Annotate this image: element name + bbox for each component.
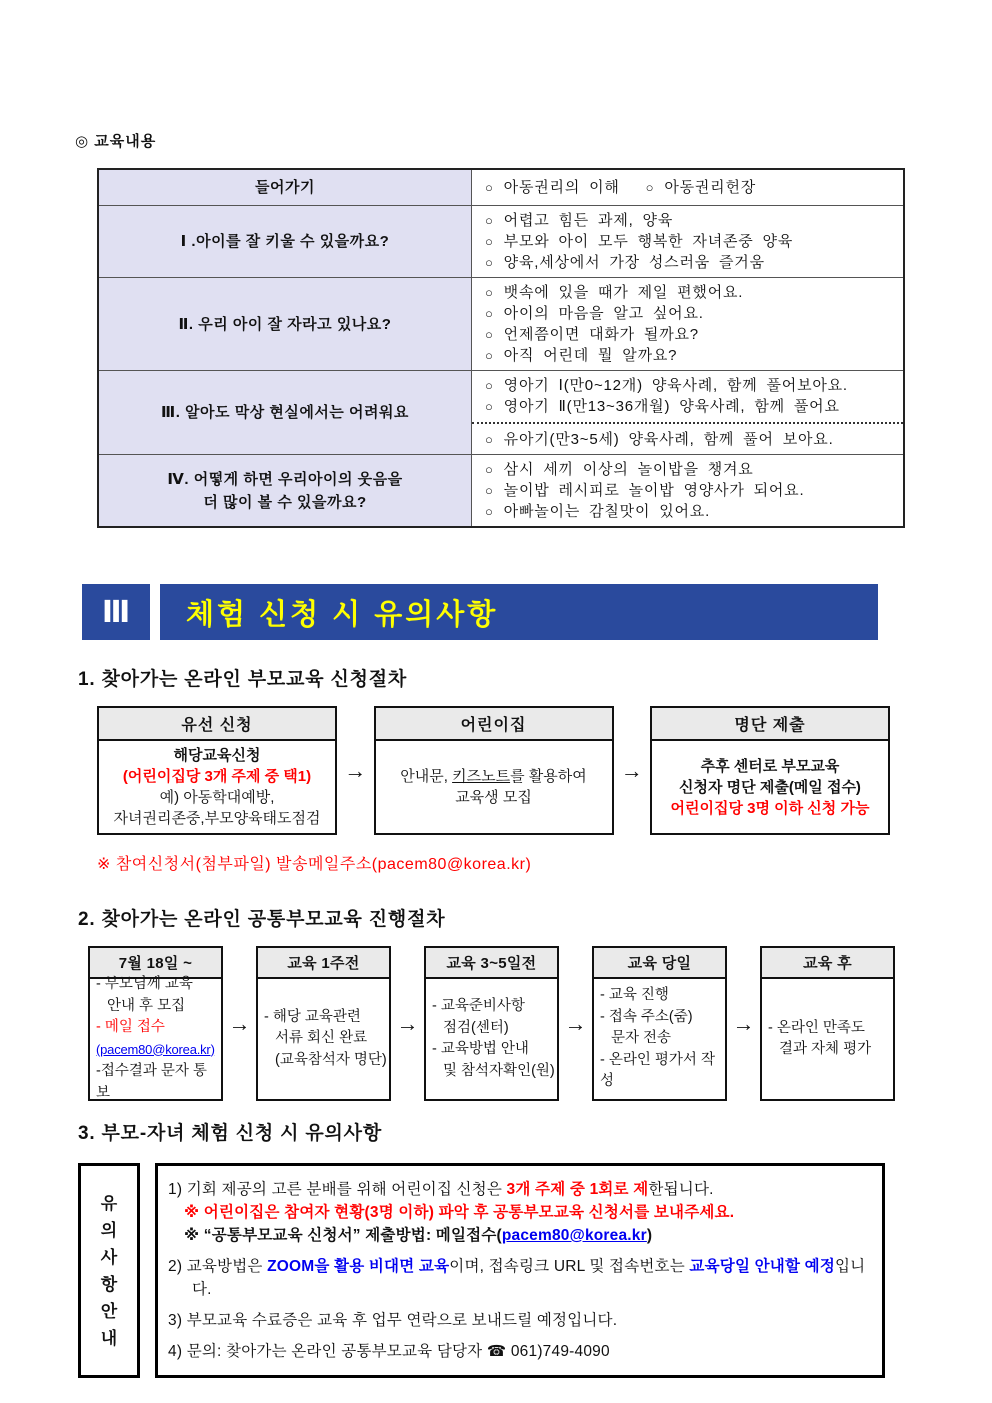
progress-flow-box [424,946,559,1101]
text-run: - 접속 주소(줌) [600,1008,693,1025]
progress-flow-box-header: 교육 후 [762,948,893,979]
application-email-note: ※ 참여신청서(첨부파일) 발송메일주소(pacem80@korea.kr) [97,856,532,873]
application-flow-box-body [652,741,888,833]
table-row [98,169,904,206]
flow-box-line [96,974,219,996]
progress-flow-box-body [90,976,221,1101]
content-item-text: 아동권리헌장 [664,179,757,196]
circle-bullet-icon: ○ [485,285,494,300]
text-run: 1) 기회 제공의 고른 분배를 위해 어린이집 신청은 [168,1181,507,1198]
content-item [485,252,895,273]
notice-box [78,1163,992,1378]
flow-box-line [264,1050,387,1072]
notice-side-char: 항 [100,1274,118,1294]
notice-side-char: 의 [100,1220,118,1240]
circle-bullet-icon: ○ [485,378,494,393]
notice-side-char: 내 [100,1328,118,1348]
application-flow-box-header: 어린이집 [376,708,612,741]
table-row [98,371,904,455]
progress-flow-box [592,946,727,1101]
flow-box-line [432,996,555,1018]
progress-flow-box-header: 교육 당일 [594,948,725,979]
flow-box-line [432,1039,555,1061]
flow-box-line [101,787,333,808]
application-flow-box-header: 유선 신청 [99,708,335,741]
application-flow-box-body [376,741,612,833]
content-item-text: 유아기(만3~5세) 양육사례, 함께 풀어 보아요. [503,431,834,448]
subsection-1-heading: 1. 찾아가는 온라인 부모교육 신청절차 [78,669,408,690]
flow-arrow-icon: → [564,1010,587,1036]
topic-label: Ⅲ. 알아도 막상 현실에서는 어려워요 [161,404,409,421]
content-item [485,231,895,252]
text-run: 입니다. [192,1258,866,1298]
text-run: 이며, 접속링크 URL 및 접속번호는 [449,1258,690,1275]
text-run: 및 참석자확인(원) [443,1062,555,1079]
flow-box-line [378,766,610,787]
text-run: - 온라인 만족도 [768,1019,865,1036]
text-run: 점검(센터) [443,1019,509,1036]
text-run: 서류 회신 완료 [275,1030,368,1047]
content-item [485,480,895,501]
content-item-text: 어렵고 힘든 과제, 양육 [503,212,674,229]
circle-bullet-icon: ○ [645,180,655,195]
content-item-text: 아직 어린데 뭘 알까요? [503,347,678,364]
text-run: ) [646,1227,653,1244]
table-row [98,278,904,371]
progress-flow-box [760,946,895,1101]
content-item-text: 뱃속에 있을 때가 제일 편했어요. [503,284,744,301]
content-item-text: 부모와 아이 모두 행복한 자녀존중 양육 [503,233,794,250]
section-numeral-box: Ⅲ [82,584,150,640]
content-item [485,303,895,324]
notice-item [184,1201,870,1224]
content-item-text: 언제쯤이면 대화가 될까요? [503,326,699,343]
text-run: 를 활용하여 [510,768,587,785]
flow-box-line [432,1061,555,1083]
flow-arrow-icon: → [396,1010,419,1036]
content-item-text: 아이의 마음을 알고 싶어요. [503,305,704,322]
topic-label: Ⅰ .아이를 잘 키울 수 있을까요? [180,233,390,250]
flow-box-line [96,1017,219,1039]
text-run: ※ 어린이집은 참여자 현황(3명 이하) 파악 후 공통부모교육 신청서를 보내주세요. [184,1204,735,1221]
circle-bullet-icon: ○ [485,234,494,249]
flow-box-line [101,808,333,829]
notice-side-char: 사 [100,1247,118,1267]
text-run: - 교육 진행 [600,987,669,1004]
flow-box-line [654,798,886,819]
topic-label: 더 많이 볼 수 있을까요? [203,493,367,511]
flow-box-line [264,1028,387,1050]
notice-item [168,1340,870,1363]
circle-bullet-icon: ○ [485,483,494,498]
content-cell [472,371,905,455]
text-run: 예) 아동학대예방, [159,789,275,806]
text-run: - 해당 교육관련 [264,1008,361,1025]
content-cell [472,278,905,371]
progress-flow-box-header: 7월 18일 ~ [90,948,221,979]
subsection-3-heading: 3. 부모-자녀 체험 신청 시 유의사항 [78,1123,382,1144]
education-content-label: ◎ 교육내용 [75,133,157,150]
flow-box-line [768,1039,891,1061]
topic-cell [98,278,472,371]
flow-box-line [768,1018,891,1040]
text-run: - 온라인 평가서 작성 [600,1051,715,1090]
flow-box-line [654,756,886,777]
content-item-text: 삼시 세끼 이상의 놀이밥을 챙겨요 [503,461,754,478]
flow-box-line [600,1007,723,1029]
content-item-text: 아빠놀이는 감칠맛이 있어요. [503,503,711,520]
text-run: 3) 부모교육 수료증은 교육 후 업무 연락으로 보내드릴 예정입니다. [168,1312,618,1329]
topic-cell [98,455,472,528]
flow-box-line [264,1007,387,1029]
progress-flow-box-header: 교육 3~5일전 [426,948,557,979]
content-item [485,396,895,417]
table-row [98,206,904,278]
progress-procedure-flow [88,946,895,1101]
text-run: -접수결과 문자 통보 [96,1063,207,1101]
content-inline-row [485,177,895,198]
flow-box-line [378,787,610,808]
text-run: 해당교육신청 [173,747,261,764]
circle-bullet-icon: ○ [485,306,494,321]
text-run: - 교육방법 안내 [432,1041,529,1057]
flow-box-line [96,1039,219,1062]
flow-box-line [96,1061,219,1104]
email-link[interactable]: pacem80@korea.kr [501,1227,647,1244]
section-header [82,584,992,640]
content-cell [472,206,905,278]
content-item-text: 영아기 Ⅰ(만0~12개) 양육사례, 함께 풀어보아요. [503,377,848,394]
text-run: 교육당일 안내할 예정 [689,1258,835,1275]
notice-item [168,1309,870,1332]
circle-bullet-icon: ○ [485,399,494,414]
progress-flow-box-body [762,979,893,1099]
text-run: - 부모님께 교육 [96,976,193,992]
content-item-text: 아동권리의 이해 [503,179,620,196]
section-title: 체험 신청 시 유의사항 [186,598,499,631]
text-run: 자녀권리존중,부모양육태도점검 [113,810,321,827]
flow-box-line [96,996,219,1018]
text-run: (어린이집당 3개 주제 중 택1) [122,768,312,785]
education-content-table [97,168,905,528]
circle-bullet-icon: ○ [485,504,494,519]
progress-flow-box [256,946,391,1101]
flow-box-line [600,985,723,1007]
text-run: - 교육준비사항 [432,998,525,1014]
circle-bullet-icon: ○ [485,432,494,447]
text-run: 교육생 모집 [455,789,532,806]
content-item-text: 놀이밥 레시피로 놀이밥 영양사가 되어요. [503,482,805,499]
flow-arrow-icon: → [620,757,643,783]
dotted-divider [472,422,903,424]
content-item-text: 양육,세상에서 가장 성스러움 즐거움 [503,254,765,271]
content-item [485,324,895,345]
flow-box-line [101,745,333,766]
text-run: 안내문, [400,768,453,785]
content-item [485,501,895,522]
text-run: 신청자 명단 제출(메일 접수) [679,778,861,796]
text-run: 안내 후 모집 [107,997,186,1014]
flow-box-line [654,777,886,798]
application-flow-box-header: 명단 제출 [652,708,888,741]
application-procedure-flow [97,706,890,835]
flow-box-line [600,1028,723,1050]
content-item [485,210,895,231]
circle-bullet-icon: ○ [485,213,494,228]
text-run: 4) 문의: 찾아가는 온라인 공통부모교육 담당자 ☎ 061)749-4090 [168,1343,610,1360]
flow-arrow-icon: → [344,757,367,783]
flow-box-line [432,1018,555,1040]
text-run: (교육참석자 명단) [275,1051,387,1068]
notice-side-char: 안 [100,1301,118,1321]
content-cell [472,169,905,206]
notice-item [168,1255,870,1301]
text-run: 2) 교육방법은 [168,1258,268,1275]
content-item [485,345,895,366]
text-run: 키즈노트 [452,768,511,785]
content-item [485,282,895,303]
topic-label: Ⅱ. 우리 아이 잘 자라고 있나요? [178,315,392,333]
application-flow-box [374,706,614,835]
content-item [485,429,895,450]
content-item [646,177,756,198]
flow-arrow-icon: → [228,1010,251,1036]
content-item [485,375,895,396]
circle-bullet-icon: ○ [485,462,494,477]
application-flow-box-body [99,741,335,833]
content-item [485,459,895,480]
progress-flow-box-body [258,979,389,1099]
circle-bullet-icon: ○ [485,180,494,195]
text-run: 결과 자체 평가 [779,1041,872,1057]
application-flow-box [97,706,337,835]
notice-content [155,1163,885,1378]
notice-side-char: 유 [100,1193,118,1213]
text-run: 추후 센터로 부모교육 [700,757,840,775]
topic-cell [98,206,472,278]
text-run: 어린이집당 3명 이하 신청 가능 [670,799,870,817]
section-title-bar [160,584,878,640]
circle-bullet-icon: ○ [485,348,494,363]
table-row [98,455,904,528]
subsection-2-heading: 2. 찾아가는 온라인 공통부모교육 진행절차 [78,909,446,930]
circle-bullet-icon: ○ [485,327,494,342]
notice-item [168,1178,870,1201]
email-link[interactable]: (pacem80@korea.kr) [96,1041,215,1057]
application-flow-box [650,706,890,835]
text-run: ※ “공통부모교육 신청서” 제출방법: 메일접수( [184,1227,502,1244]
content-cell [472,455,905,528]
text-run: 한됩니다. [648,1181,714,1198]
flow-arrow-icon: → [732,1010,755,1036]
topic-cell [98,371,472,455]
topic-label: 들어가기 [255,179,315,196]
flow-box-line [101,766,333,787]
notice-item [184,1224,870,1247]
notice-side-label [78,1163,140,1378]
text-run: - 메일 접수 [96,1019,165,1035]
flow-box-line [600,1050,723,1093]
topic-label: Ⅳ. 어떻게 하면 우리아이의 웃음을 [167,470,403,488]
circle-bullet-icon: ○ [485,255,494,270]
text-run: 3개 주제 중 1회로 제 [506,1181,649,1198]
progress-flow-box-body [426,979,557,1099]
topic-cell [98,169,472,206]
text-run: 문자 전송 [611,1030,672,1047]
content-item [485,177,620,198]
text-run: ZOOM을 활용 비대면 교육 [267,1258,450,1275]
content-item-text: 영아기 Ⅱ(만13~36개월) 양육사례, 함께 풀어요 [503,398,840,415]
progress-flow-box [88,946,223,1101]
progress-flow-box-body [594,979,725,1099]
progress-flow-box-header: 교육 1주전 [258,948,389,979]
